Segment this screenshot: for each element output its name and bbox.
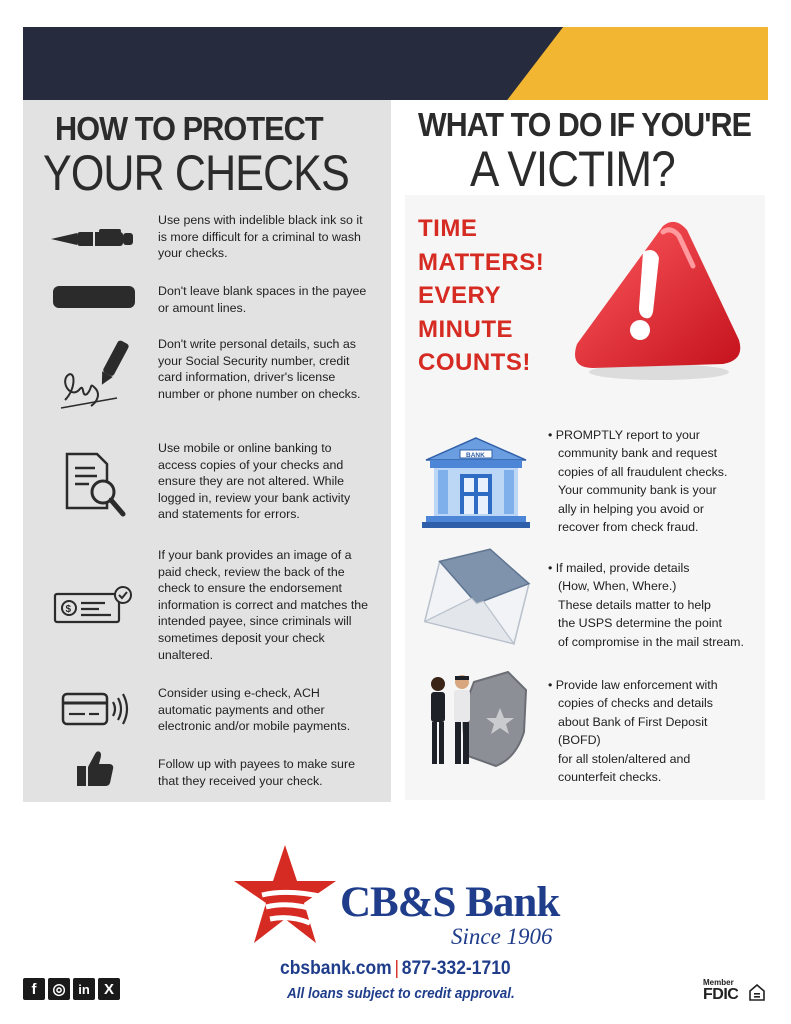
police-officers-icon — [424, 668, 534, 772]
thumbs-up-icon — [75, 748, 115, 788]
fdic-member-label: Member — [703, 978, 734, 987]
tip-text: Don't leave blank spaces in the payee or amount lines. — [158, 284, 367, 315]
header-band — [23, 27, 768, 100]
victim-title-line2: A VICTIM? — [470, 141, 675, 197]
step-line: copies of all fraudulent checks. — [558, 464, 728, 479]
urgent-line: TIME — [418, 215, 478, 242]
protect-checks-panel — [23, 100, 391, 802]
website-link[interactable]: cbsbank.com — [280, 958, 392, 979]
star-logo-icon — [232, 843, 338, 947]
tip-text: If your bank provides an image of a paid check, review the back of the check to ensure the endorsement information is correct and matches the intended payee, since criminals will sometimes deposit your check unaltered. — [158, 548, 369, 662]
step-line: (How, When, Where.) — [558, 579, 677, 594]
step-line: copies of checks and details — [558, 696, 713, 711]
social-links — [23, 978, 120, 1000]
urgent-line: MINUTE — [418, 315, 513, 343]
blank-line-icon — [53, 286, 135, 308]
disclaimer-text: All loans subject to credit approval. — [287, 986, 515, 1002]
step-line: counterfeit checks. — [558, 770, 662, 785]
fdic-name: FDIC — [703, 986, 739, 1003]
step-text — [548, 559, 753, 651]
contact-separator: | — [394, 958, 400, 979]
pen-icon — [49, 228, 137, 250]
instagram-icon[interactable]: ◎ — [48, 978, 70, 1000]
step-line: Your community bank is your — [558, 483, 717, 498]
victim-title-line1: WHAT TO DO IF YOU'RE — [418, 106, 751, 143]
protect-title-line2: YOUR CHECKS — [43, 145, 349, 201]
envelope-icon — [424, 546, 534, 650]
linkedin-icon[interactable]: in — [73, 978, 95, 1000]
step-text — [548, 426, 753, 536]
step-line: for all stolen/altered and — [558, 751, 691, 766]
bank-building-icon — [422, 436, 530, 530]
step-line: • If mailed, provide details — [548, 561, 690, 575]
urgent-line: COUNTS! — [418, 349, 531, 376]
step-line: ally in helping you avoid or — [558, 501, 705, 516]
brand-since: Since 1906 — [451, 924, 553, 949]
tip-text: Don't write personal details, such as your Social Security number, credit card information, driver's license number or phone number on checks. — [158, 337, 361, 401]
facebook-icon[interactable]: f — [23, 978, 45, 1000]
document-search-icon — [65, 452, 127, 520]
check-verified-icon — [53, 586, 135, 626]
bank-sign: BANK — [466, 452, 485, 459]
step-line: about Bank of First Deposit (BOFD) — [558, 714, 708, 748]
x-icon[interactable]: X — [98, 978, 120, 1000]
step-line: recover from check fraud. — [558, 520, 699, 535]
step-line: • PROMPTLY report to your — [548, 428, 700, 442]
protect-title-line1: HOW TO PROTECT — [55, 110, 323, 147]
fdic-badge — [703, 978, 767, 1004]
urgent-line: EVERY — [418, 282, 501, 309]
urgent-message — [418, 212, 578, 380]
svg-text:$: $ — [65, 604, 72, 615]
step-line: the USPS determine the point — [558, 616, 722, 631]
urgent-line: MATTERS! — [418, 248, 545, 276]
signature-pen-icon — [57, 338, 133, 414]
step-line: of compromise in the mail stream. — [558, 634, 744, 649]
step-line: These details matter to help — [558, 597, 711, 612]
tip-text: Follow up with payees to make sure that they received your check. — [158, 757, 355, 788]
contactless-card-icon — [61, 690, 131, 728]
warning-triangle-icon — [563, 212, 745, 387]
tip-text: Use pens with indelible black ink so it is more difficult for a criminal to wash your checks. — [158, 213, 363, 261]
contact-line — [280, 958, 511, 980]
step-line: community bank and request — [558, 446, 718, 461]
header-navy-block — [23, 27, 768, 100]
step-line: • Provide law enforcement with — [548, 678, 718, 692]
tip-text: Consider using e-check, ACH automatic payments and other electronic and/or mobile payments. — [158, 686, 351, 734]
phone-link[interactable]: 877-332-1710 — [401, 958, 511, 979]
brand-name: CB&S Bank — [340, 879, 560, 926]
equal-housing-icon — [749, 984, 765, 1002]
step-text — [548, 676, 753, 786]
tip-text: Use mobile or online banking to access copies of your checks and ensure they are not altered. While logged in, review your bank activity and statements for errors. — [158, 441, 351, 522]
